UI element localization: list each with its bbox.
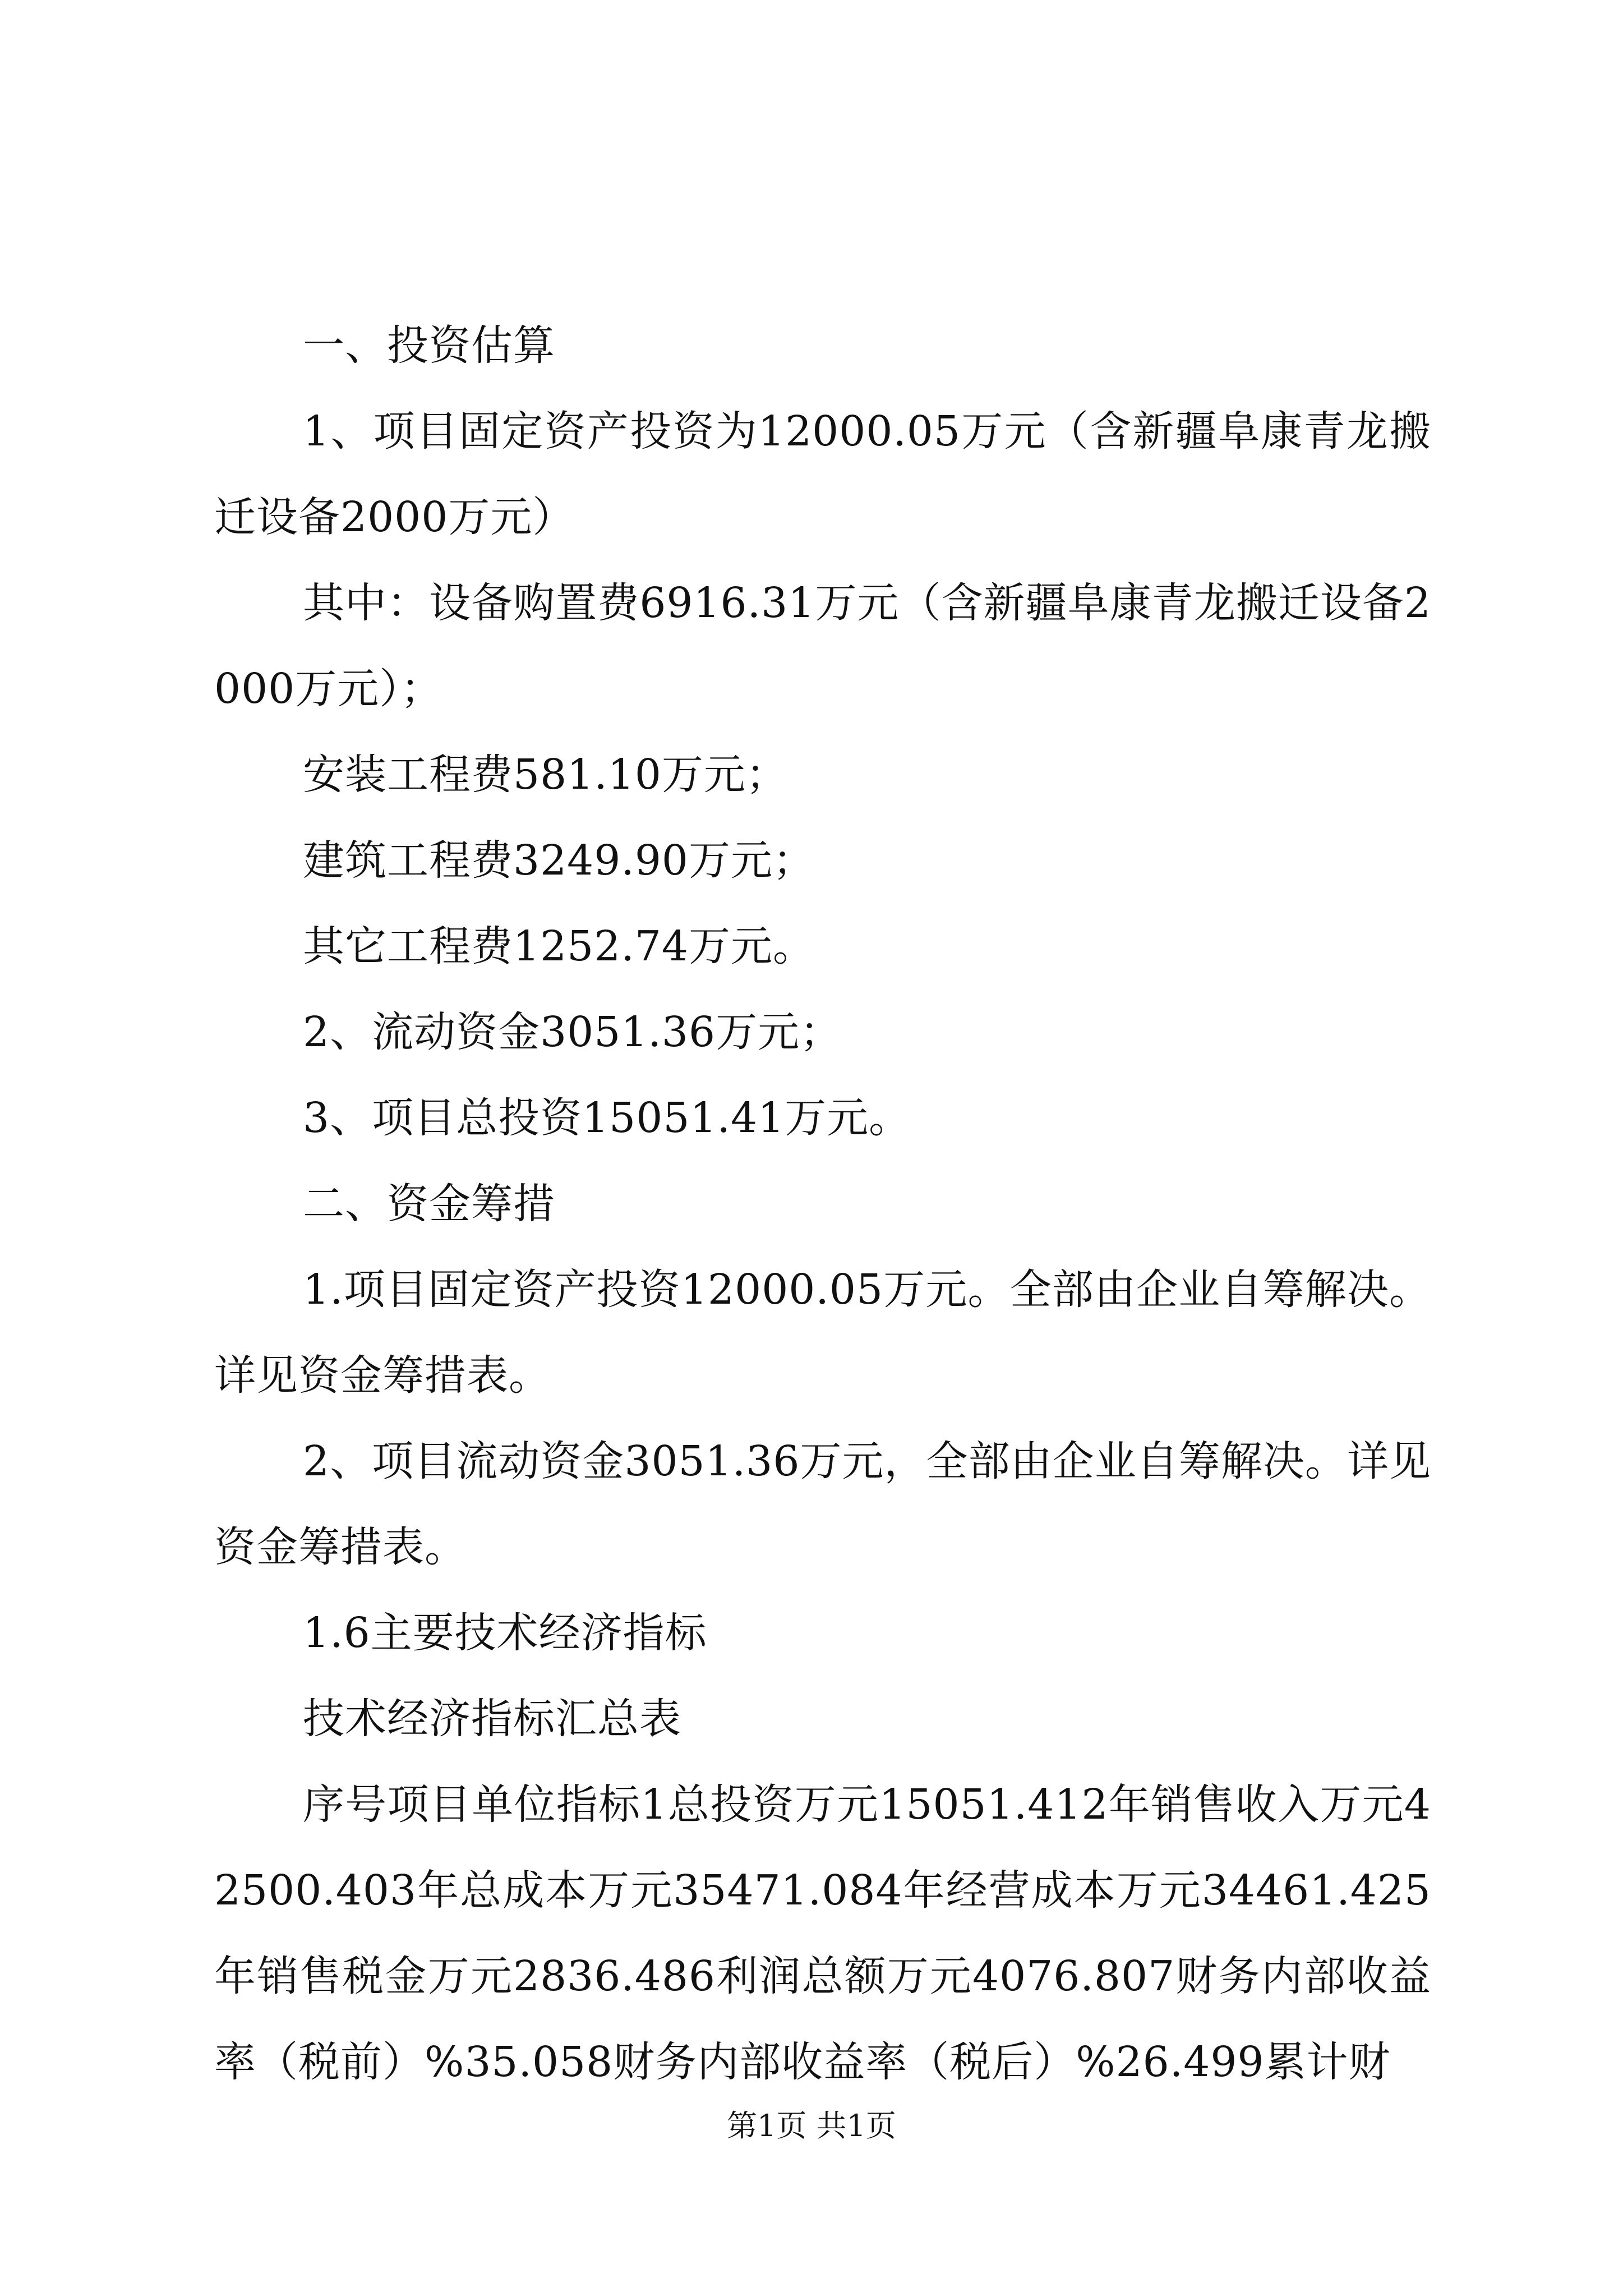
paragraph-indicator-table-content: 序号项目单位指标1总投资万元15051.412年销售收入万元42500.403年总成本万元35471.084年经营成本万元34461.425年销售税金万元2836.486利润总额万元4076.807财务内部收益率（税前）%35.058财务内部收益率（税后）%26.499累计财	[214, 1780, 1431, 2086]
paragraph-other-cost: 其它工程费1252.74万元。	[303, 922, 815, 970]
paragraph-working-capital: 2、流动资金3051.36万元；	[303, 1008, 842, 1056]
heading-investment-estimate: 一、投资估算	[303, 321, 555, 370]
paragraph-fixed-asset-funding: 1.项目固定资产投资12000.05万元。全部由企业自筹解决。详见资金筹措表。	[214, 1266, 1431, 1400]
paragraph-fixed-asset-investment: 1、项目固定资产投资为12000.05万元（含新疆阜康青龙搬迁设备2000万元）	[214, 407, 1431, 541]
heading-fund-raising: 二、资金筹措	[303, 1180, 555, 1228]
paragraph-equipment-purchase: 其中：设备购置费6916.31万元（含新疆阜康青龙搬迁设备2000万元）；	[214, 579, 1431, 713]
paragraph-installation-cost: 安装工程费581.10万元；	[303, 751, 788, 799]
heading-indicator-summary-table: 技术经济指标汇总表	[303, 1695, 681, 1743]
paragraph-construction-cost: 建筑工程费3249.90万元；	[303, 836, 815, 885]
page-footer: 第1页 共1页	[727, 2108, 896, 2143]
heading-technical-economic-indicators: 1.6主要技术经济指标	[303, 1609, 707, 1657]
paragraph-working-capital-funding: 2、项目流动资金3051.36万元，全部由企业自筹解决。详见资金筹措表。	[214, 1437, 1431, 1571]
document-body	[214, 303, 1431, 2105]
paragraph-total-investment: 3、项目总投资15051.41万元。	[303, 1094, 911, 1142]
